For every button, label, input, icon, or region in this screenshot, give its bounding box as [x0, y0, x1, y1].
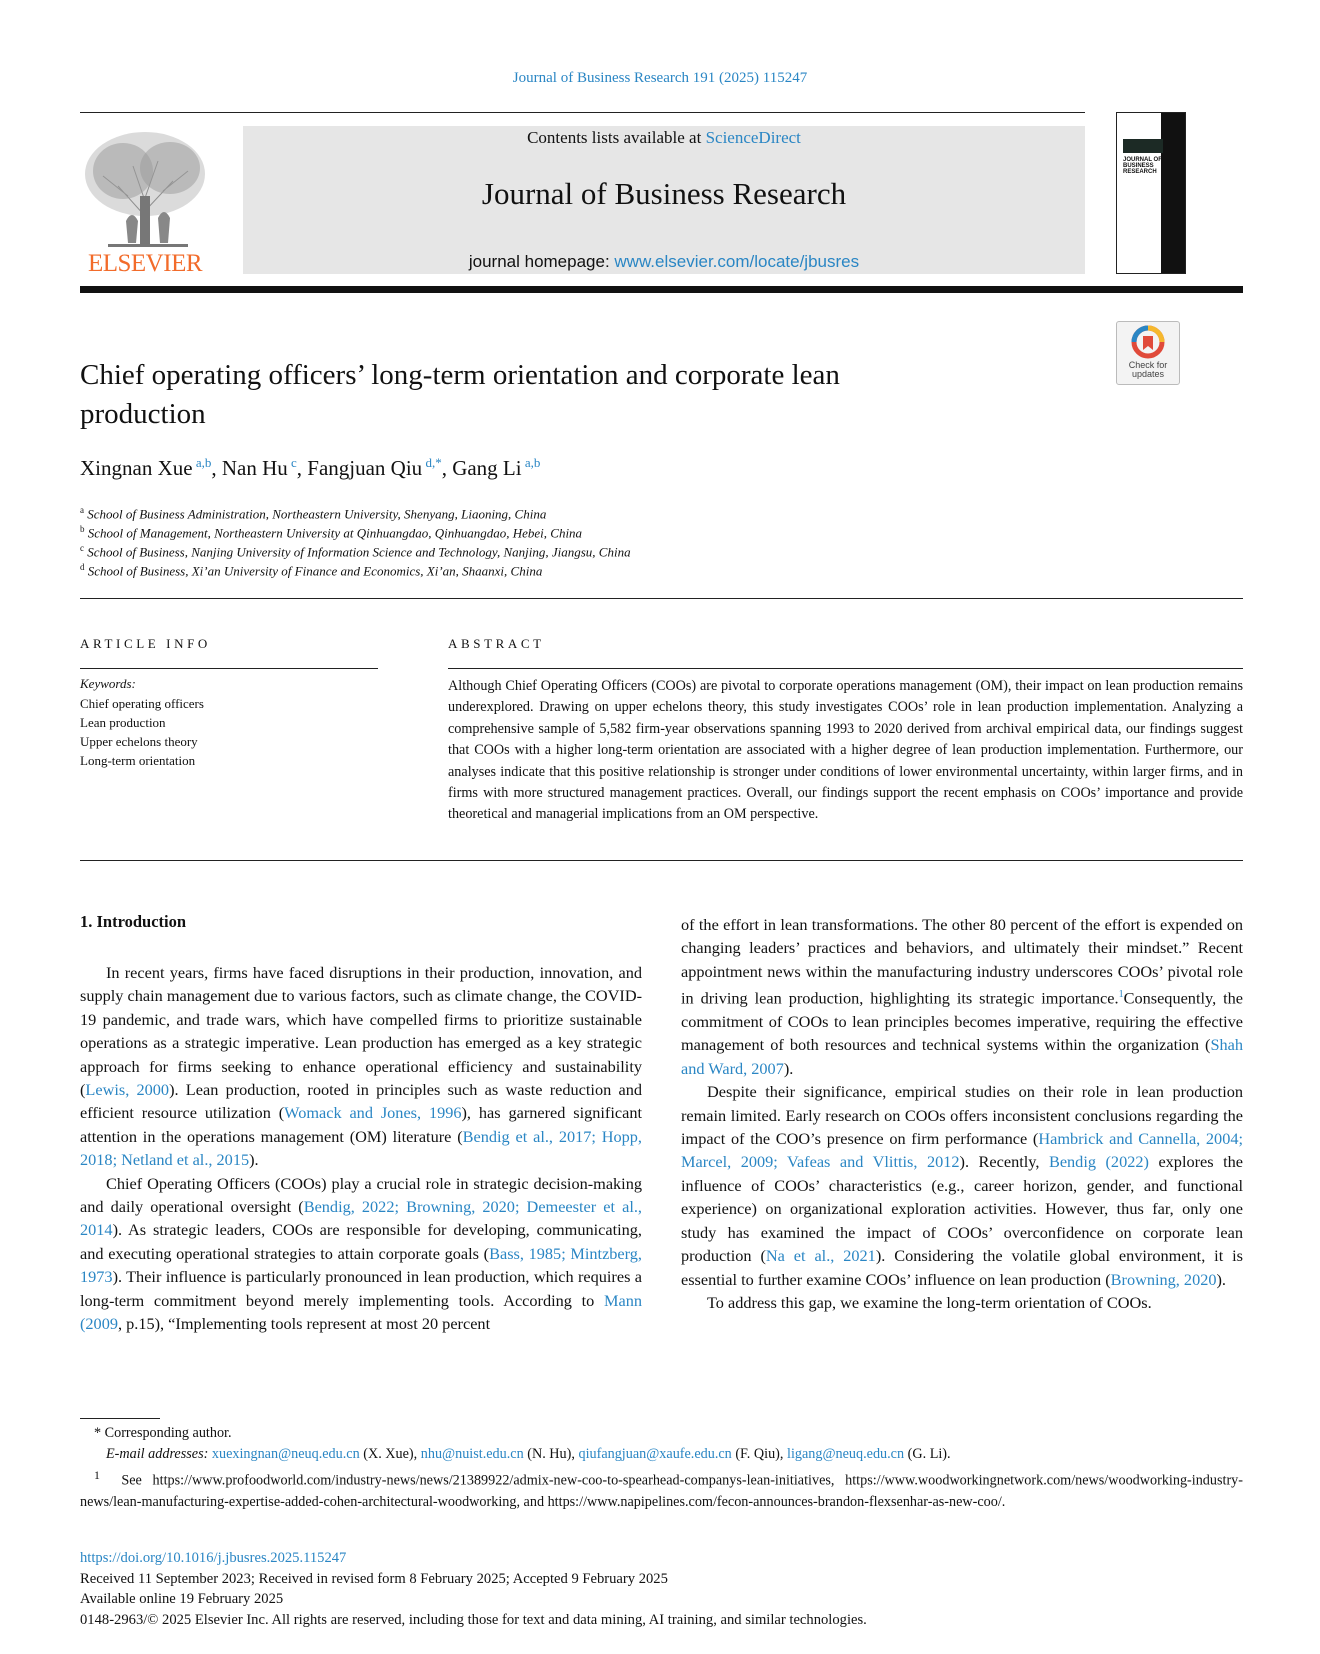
abstract-divider — [448, 668, 1243, 669]
citation-link[interactable]: Bass, 1985; Mintzberg, 1973 — [80, 1243, 642, 1287]
author-name[interactable]: Nan Hu — [221, 456, 288, 480]
author-name[interactable]: Gang Li — [452, 456, 522, 480]
article-metadata — [80, 1548, 867, 1630]
body-right-column — [681, 913, 1243, 1314]
affiliation-text: School of Business, Xi’an University of Finance and Economics, Xi’an, Shaanxi, China — [87, 563, 543, 579]
article-info-divider — [80, 668, 378, 669]
section-heading-introduction: 1. Introduction — [80, 912, 187, 931]
affiliation-mark: a — [80, 505, 84, 515]
available-online: Available online 19 February 2025 — [80, 1591, 284, 1608]
email-addresses: E-mail addresses: xuexingnan@neuq.edu.cn (X. Xue), nhu@nuist.edu.cn (N. Hu), qiufangjuan@xaufe.edu.cn (F. Qiu), ligang@neuq.edu.cn (G. Li). — [106, 1446, 951, 1462]
paragraph: Despite their significance, empirical studies on their role in lean production remain limited. Early research on COOs offers inconsistent conclusions regarding the impact of the COO’s presence on firm performance (Hambrick and Cannella, 2004; Marcel, 2009; Vafeas and Vlittis, 2012). Recently, Bendig (2022) explores the influence of COOs’ characteristics (e.g., career horizon, gender, and functional experience) on organizational exploration activities. However, thus far, only one study has examined the impact of COOs’ overconfidence on corporate lean production (Na et al., 2021). Considering the volatile global environment, it is essential to further examine COOs’ influence on lean production (Browning, 2020). — [681, 1082, 1244, 1289]
cover-title: JOURNAL OF BUSINESS RESEARCH — [1123, 157, 1162, 175]
check-updates-label: Check for updates — [1128, 360, 1168, 379]
author-affiliation-marks[interactable]: c — [287, 455, 297, 470]
cover-dark-band — [1161, 113, 1185, 273]
keyword[interactable]: Chief operating officers — [80, 696, 204, 711]
article-info-heading: ARTICLE INFO — [80, 636, 211, 651]
footnote-1 — [80, 1465, 1243, 1513]
citation-link[interactable]: Bendig (2022) — [1048, 1152, 1149, 1172]
affiliation-b — [80, 524, 582, 541]
affiliation-a — [80, 505, 546, 522]
abstract-text: Although Chief Operating Officers (COOs) are pivotal to corporate operations management (OM), their impact on lean production remains underexplored. Drawing on upper echelons theory, this study investigates COOs’ role in lean production implementation. Analyzing a comprehensive sample of 5,582 firm-year observations spanning 1993 to 2020 derived from archival empirical data, our findings suggest that COOs with a higher long-term orientation are associated with a higher degree of lean production implementation. Furthermore, our analyses indicate that this positive relationship is stronger under conditions of lower environmental uncertainty, within larger firms, and in firms with more structured management practices. Overall, our findings support the recent emphasis on COOs’ importance and provide theoretical and managerial implications from an OM perspective. — [448, 678, 1243, 823]
paragraph: of the effort in lean transformations. The other 80 percent of the effort is expended on changing leaders’ practices and behaviors, and ultimately their mindset.” Recent appointment news within the manufacturing industry underscores COOs’ pivotal role in driving lean production, highlighting its strategic importance.$^1$Consequently, the commitment of COOs to lean principles becomes imperative, requiring the effective management of both resources and technical systems within the organization (Shah and Ward, 2007). — [681, 915, 1243, 1078]
paragraph: In recent years, firms have faced disruptions in their production, innovation, and supply chain management due to various factors, such as climate change, the COVID-19 pandemic, and trade wars, which have compelled firms to prioritize sustainable operations as a strategic imperative. Lean production has emerged as a key strategic approach for firms seeking to enhance operational efficiency and sustainability (Lewis, 2000). Lean production, rooted in principles such as waste reduction and efficient resource utilization (Womack and Jones, 1996), has garnered significant attention in the operations management (OM) literature (Bendig et al., 2017; Hopp, 2018; Netland et al., 2015). — [80, 963, 642, 1170]
italic-label: E-mail addresses: — [106, 1446, 212, 1462]
publisher-wordmark: ELSEVIER — [87, 250, 203, 277]
citation-link[interactable]: Shah and Ward, 2007 — [681, 1035, 1243, 1078]
author-name[interactable]: Xingnan Xue — [80, 456, 193, 480]
abstract-heading: ABSTRACT — [448, 636, 545, 651]
corresponding-author-note: * Corresponding author. — [94, 1425, 232, 1441]
citation-link[interactable]: Mann (2009 — [80, 1290, 642, 1334]
body-left-column — [80, 961, 642, 1336]
journal-cover-thumbnail[interactable] — [1116, 112, 1186, 274]
citation-link[interactable]: Browning, 2020 — [1110, 1269, 1217, 1289]
journal-citation-link[interactable]: Journal of Business Research 191 (2025) 115247 — [512, 70, 808, 86]
copyright: 0148-2963/© 2025 Elsevier Inc. All rights are reserved, including those for text and data mining, AI training, and similar technologies. — [80, 1611, 867, 1628]
homepage-prefix: journal homepage: — [468, 252, 615, 271]
article-title: Chief operating officers’ long-term orientation and corporate lean production — [80, 359, 840, 430]
affiliation-d — [80, 562, 542, 579]
affiliation-text: School of Management, Northeastern University at Qinhuangdao, Qinhuangdao, Hebei, China — [87, 525, 583, 541]
citation-link[interactable]: xuexingnan@neuq.edu.cn — [211, 1446, 360, 1462]
citation-link[interactable]: Hambrick and Cannella, 2004; Marcel, 2009; Vafeas and Vlittis, 2012 — [681, 1129, 1244, 1172]
contents-available-line — [243, 128, 1085, 148]
contents-prefix: Contents lists available at — [527, 128, 706, 147]
journal-title: Journal of Business Research — [481, 176, 847, 211]
citation-link[interactable]: ligang@neuq.edu.cn — [787, 1446, 905, 1462]
affiliation-text: School of Business Administration, Northeastern University, Shenyang, Liaoning, China — [87, 506, 547, 522]
affiliations-divider — [80, 598, 1243, 599]
author-list: Xingnan Xue $^{a,b}$, Nan Hu $^c$, Fangjuan Qiu $^{d,*}$, Gang Li $^{a,b}$ — [80, 455, 541, 480]
author-affiliation-marks[interactable]: a,b — [521, 455, 541, 470]
doi-link[interactable]: https://doi.org/10.1016/j.jbusres.2025.115247 — [80, 1550, 347, 1566]
affiliation-c — [80, 543, 631, 560]
citation-link[interactable]: Bendig et al., 2017; Hopp, 2018; Netland et al., 2015 — [80, 1126, 642, 1170]
affiliation-mark: d — [80, 562, 85, 572]
author-affiliation-marks[interactable]: d,* — [422, 455, 442, 470]
journal-homepage-line — [243, 252, 1085, 272]
paragraph: Chief Operating Officers (COOs) play a crucial role in strategic decision-making and daily operational oversight (Bendig, 2022; Browning, 2020; Demeester et al., 2014). As strategic leaders, COOs are responsible for developing, communicating, and executing operational strategies to attain corporate goals (Bass, 1985; Mintzberg, 1973). Their influence is particularly pronounced in lean production, which requires a long-term commitment beyond merely implementing tools. According to Mann (2009, p.15), “Implementing tools represent at most 20 percent — [80, 1173, 643, 1334]
author-affiliation-marks[interactable]: a,b — [192, 455, 212, 470]
affiliation-mark: b — [80, 524, 85, 534]
footnotes — [80, 1423, 1243, 1513]
keywords-label: Keywords: — [80, 676, 136, 691]
header-divider — [80, 112, 1085, 113]
citation-link[interactable]: qiufangjuan@xaufe.edu.cn — [578, 1446, 732, 1462]
footnote-ref-link[interactable]: 1 — [1118, 989, 1124, 1001]
homepage-link[interactable]: www.elsevier.com/locate/jbusres — [614, 252, 860, 271]
cover-image-strip — [1123, 139, 1163, 153]
footnote-divider — [80, 1418, 160, 1419]
author-name[interactable]: Fangjuan Qiu — [307, 456, 423, 480]
header-thick-rule — [80, 286, 1243, 293]
keyword[interactable]: Upper echelons theory — [80, 734, 198, 749]
affiliation-text: School of Business, Nanjing University of Information Science and Technology, Nanjing, Jiangsu, China — [87, 544, 631, 560]
footnote-text: See https://www.profoodworld.com/industry-news/news/21389922/admix-new-coo-to-spearhead-companys-lean-initiatives, https://www.woodworkingnetwork.com/news/woodworking-industry-news/lean-manufacturing-expertise-added-cohen-architectural-woodworking, and https://www.napipelines.com/fecon-announces-brandon-flexsenhar-as-new-coo/. — [80, 1472, 1244, 1510]
citation-link[interactable]: Bendig, 2022; Browning, 2020; Demeester et al., 2014 — [80, 1197, 643, 1240]
sciencedirect-link[interactable]: ScienceDirect — [705, 128, 801, 147]
check-for-updates-button[interactable] — [1116, 321, 1180, 385]
citation-link[interactable]: Lewis, 2000 — [85, 1080, 170, 1100]
footnote-mark: 1 — [94, 1468, 100, 1482]
check-updates-icon — [1117, 322, 1179, 362]
abstract-bottom-divider — [80, 860, 1243, 861]
keyword[interactable]: Lean production — [80, 715, 166, 730]
citation-link[interactable]: Na et al., 2021 — [765, 1246, 876, 1266]
citation-link[interactable]: Womack and Jones, 1996 — [284, 1103, 462, 1123]
paragraph: To address this gap, we examine the long-term orientation of COOs. — [707, 1292, 1152, 1312]
keyword[interactable]: Long-term orientation — [80, 753, 196, 768]
received-dates: Received 11 September 2023; Received in revised form 8 February 2025; Accepted 9 February 2025 — [80, 1570, 668, 1587]
citation-link[interactable]: nhu@nuist.edu.cn — [420, 1446, 524, 1462]
affiliation-mark: c — [80, 543, 84, 553]
